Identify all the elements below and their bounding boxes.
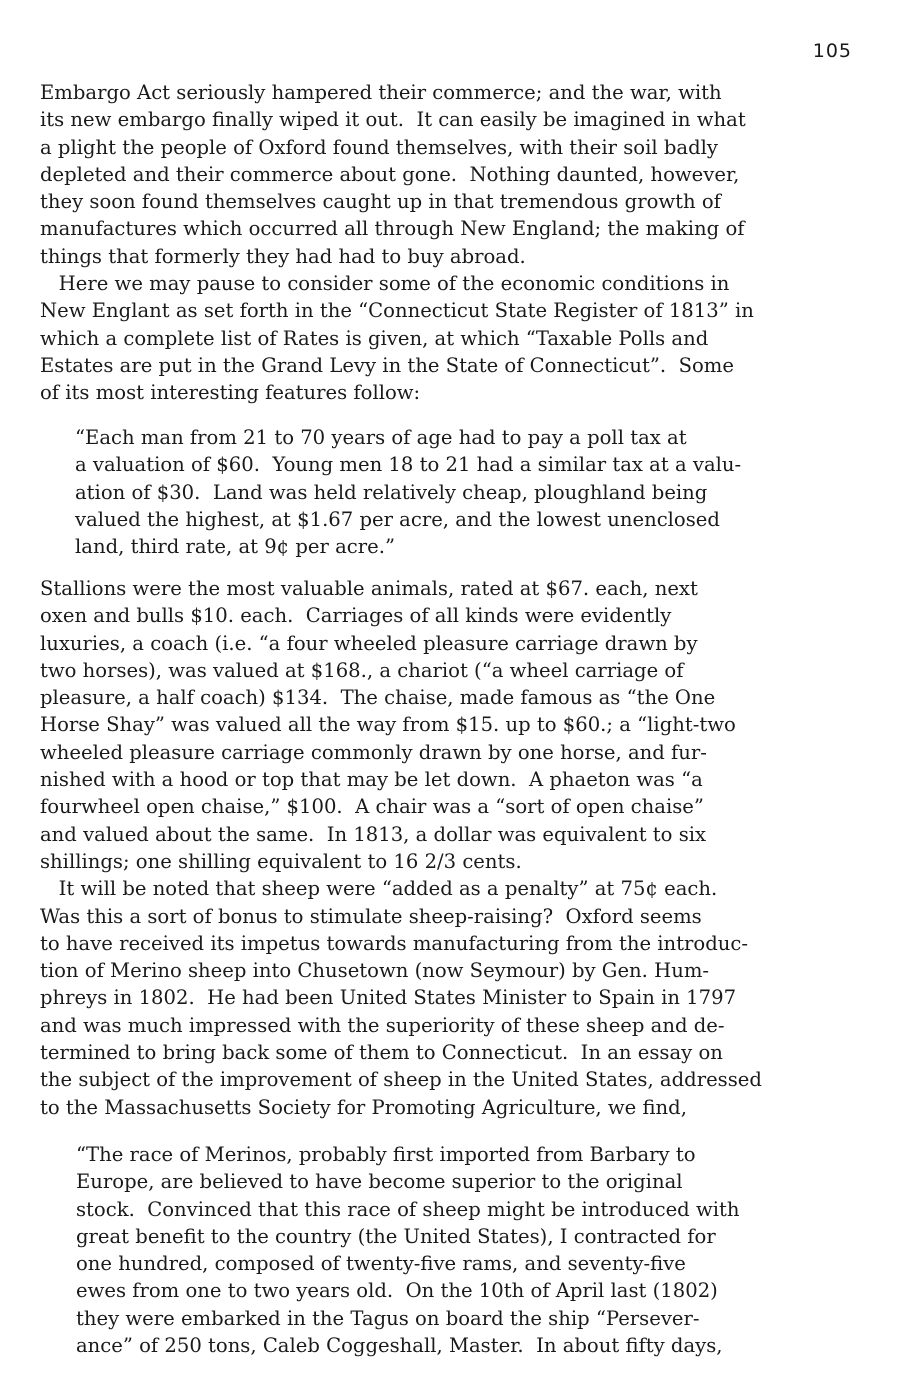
text-line: a valuation of $60. Young men 18 to 21 had a similar tax at a valu- (75, 453, 742, 477)
text-line: It will be noted that sheep were “added as a penalty” at 75¢ each. (40, 877, 718, 901)
text-line: wheeled pleasure carriage commonly drawn by one horse, and fur- (40, 740, 707, 764)
text-line: the subject of the improvement of sheep in the United States, addressed (40, 1068, 762, 1092)
text-line: its new embargo finally wiped it out. It can easily be imagined in what (40, 108, 746, 132)
text-line: Embargo Act seriously hampered their commerce; and the war, with (40, 81, 722, 104)
text-line: to have received its impetus towards manufacturing from the introduc- (40, 931, 748, 955)
text-line: valued the highest, at $1.67 per acre, and the lowest unenclosed (75, 507, 720, 531)
text-line: they were embarked in the Tagus on board the ship “Persever- (76, 1306, 700, 1330)
text-line: ance” of 250 tons, Caleb Coggeshall, Master. In about fifty days, (76, 1334, 723, 1358)
text-line: manufactures which occurred all through New England; the making of (40, 217, 745, 241)
text-line: New Englant as set forth in the “Connecticut State Register of 1813” in (40, 299, 754, 323)
text-line: Here we may pause to consider some of the economic conditions in (40, 272, 730, 296)
text-line: fourwheel open chaise,” $100. A chair was a “sort of open chaise” (40, 795, 704, 819)
text-line: Estates are put in the Grand Levy in the State of Connecticut”. Some (40, 353, 734, 377)
text-line: to the Massachusetts Society for Promoting Agriculture, we find, (40, 1095, 687, 1119)
text-line: tion of Merino sheep into Chusetown (now Seymour) by Gen. Hum- (40, 959, 710, 983)
text-line: oxen and bulls $10. each. Carriages of all kinds were evidently (40, 604, 672, 628)
block-quote-2 (76, 1141, 739, 1359)
page-number: 105 (812, 40, 852, 62)
text-line: phreys in 1802. He had been United States Minister to Spain in 1797 (40, 986, 737, 1010)
text-line: Europe, are believed to have become superior to the original (76, 1170, 683, 1194)
text-line: luxuries, a coach (i.e. “a four wheeled pleasure carriage drawn by (40, 631, 698, 655)
block-quote-1 (75, 424, 741, 560)
text-line: stock. Convinced that this race of sheep might be introduced with (76, 1197, 740, 1221)
text-line: “The race of Merinos, probably first imported from Barbary to (76, 1143, 696, 1166)
text-line: one hundred, composed of twenty-five rams, and seventy-five (76, 1252, 686, 1276)
text-line: depleted and their commerce about gone. Nothing daunted, however, (40, 162, 740, 186)
text-line: and valued about the same. In 1813, a dollar was equivalent to six (40, 822, 707, 846)
text-line: Was this a sort of bonus to stimulate sheep-raising? Oxford seems (40, 904, 702, 928)
text-line: great benefit to the country (the United States), I contracted for (76, 1224, 716, 1248)
text-line: of its most interesting features follow: (40, 381, 421, 405)
text-line: Stallions were the most valuable animals, rated at $67. each, next (40, 577, 698, 600)
text-line: which a complete list of Rates is given, at which “Taxable Polls and (40, 326, 709, 350)
body-text-block-2 (40, 575, 762, 1121)
text-line: things that formerly they had had to buy abroad. (40, 244, 526, 268)
body-text-block-1 (40, 79, 754, 407)
text-line: they soon found themselves caught up in that tremendous growth of (40, 190, 721, 214)
text-line: a plight the people of Oxford found themselves, with their soil badly (40, 135, 718, 159)
text-line: pleasure, a half coach) $134. The chaise, made famous as “the One (40, 686, 716, 710)
text-line: land, third rate, at 9¢ per acre.” (75, 535, 395, 559)
text-line: termined to bring back some of them to Connecticut. In an essay on (40, 1041, 723, 1065)
text-line: nished with a hood or top that may be let down. A phaeton was “a (40, 768, 703, 792)
text-line: two horses), was valued at $168., a chariot (“a wheel carriage of (40, 658, 684, 682)
text-line: ewes from one to two years old. On the 10th of April last (1802) (76, 1279, 718, 1303)
text-line: shillings; one shilling equivalent to 16 2/3 cents. (40, 849, 522, 873)
text-line: “Each man from 21 to 70 years of age had to pay a poll tax at (75, 426, 687, 449)
text-line: ation of $30. Land was held relatively cheap, ploughland being (75, 480, 708, 504)
text-line: and was much impressed with the superiority of these sheep and de- (40, 1013, 725, 1037)
text-line: Horse Shay” was valued all the way from $15. up to $60.; a “light-two (40, 713, 736, 737)
